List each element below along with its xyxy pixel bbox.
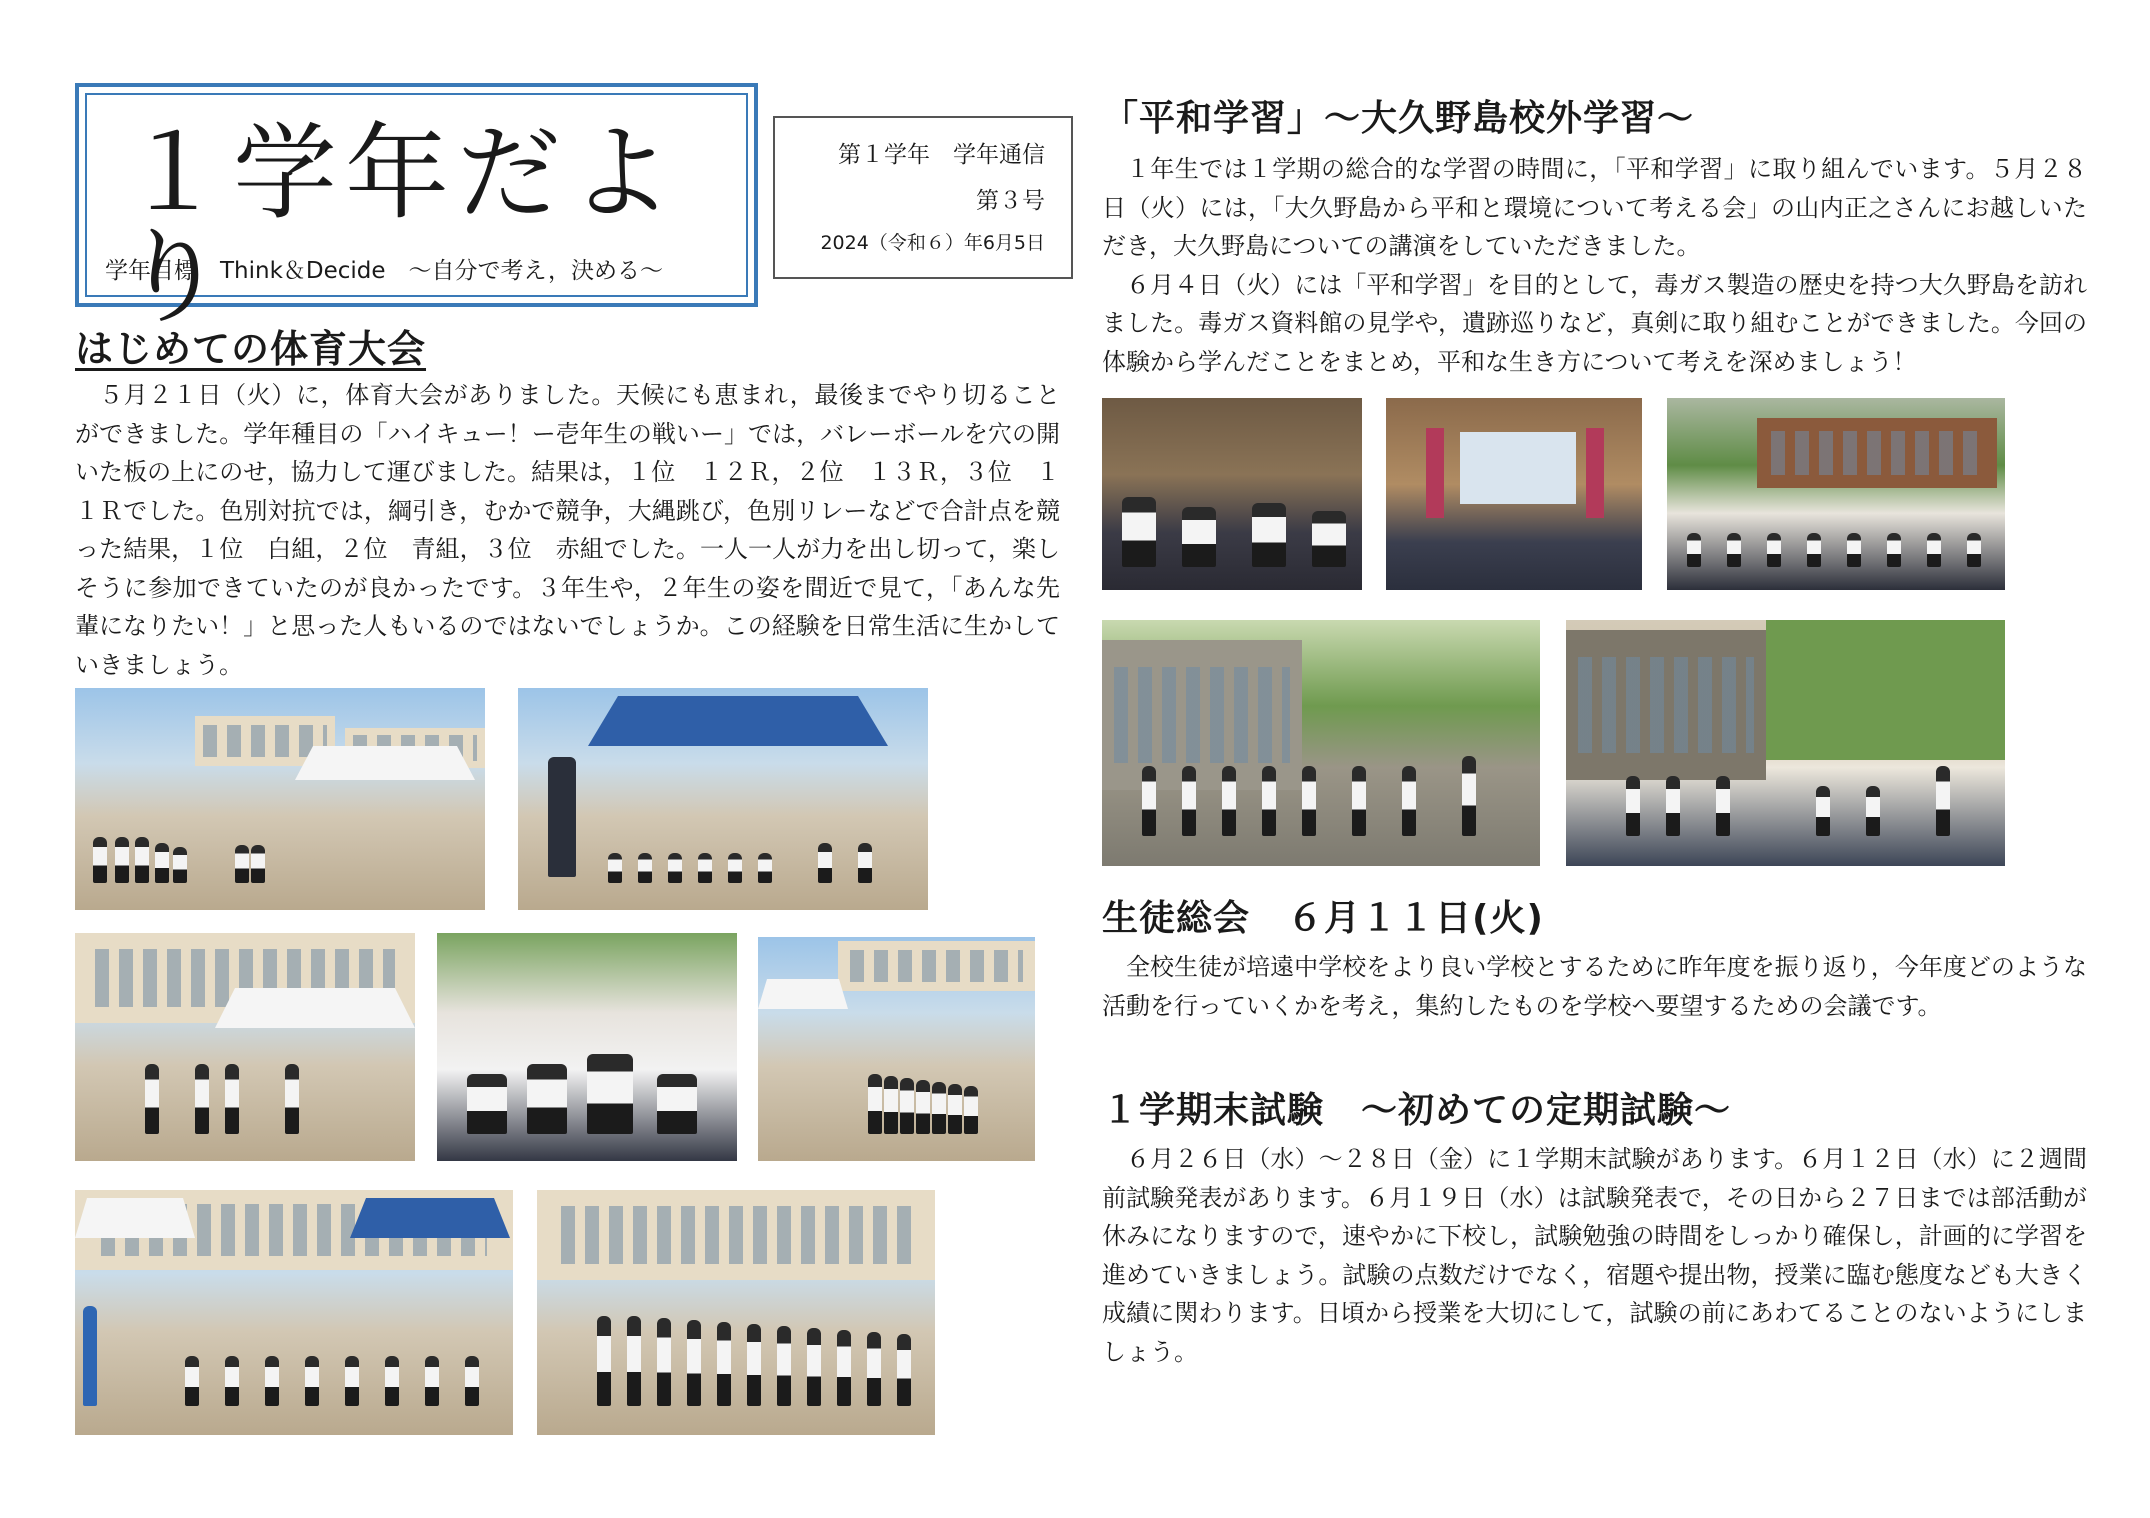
peace-study-text-1: １年生では１学期の総合的な学習の時間に，「平和学習」に取り組んでいます。５月２８日（火）には，「大久野島から平和と環境について考える会」の山内正之さんにお越しいただき，大久野島についての講演をしていただきました。 [1102, 155, 2087, 260]
issue-info-box [773, 116, 1073, 279]
exam-text: ６月２６日（水）～２８日（金）に１学期末試験があります。６月１２日（水）に２週間前試験発表があります。６月１９日（水）は試験発表で，その日から２７日までは部活動が休みになりますので，速やかに下校し，試験勉強の時間をしっかり確保し，計画的に学習を進めていきましょう。試験の点数だけでなく，宿題や提出物，授業に臨む態度なども大きく成績に関わります。日頃から授業を大切にして，試験の前にあわてることのないようにしましょう。 [1102, 1145, 2087, 1366]
peace-photo-ruins-2 [1566, 620, 2005, 866]
grade-goal: 学年目標 Think＆Decide ～自分で考え，決める～ [105, 258, 663, 284]
sports-day-article [75, 376, 1060, 684]
sports-photo-carry-relay [75, 933, 415, 1161]
sports-photo-students-smiling [437, 933, 737, 1161]
peace-study-heading: 「平和学習」～大久野島校外学習～ [1102, 98, 1695, 139]
sports-photo-team-flag [75, 1190, 513, 1435]
masthead-inner-border [85, 93, 748, 338]
sports-photo-line-up [537, 1190, 935, 1435]
issue-series: 第１学年 学年通信 [838, 142, 1045, 168]
page-title: １学年だより [121, 112, 682, 338]
exam-heading: １学期末試験 ～初めての定期試験～ [1102, 1090, 1732, 1131]
exam-article [1102, 1140, 2087, 1371]
masthead [75, 83, 758, 338]
sports-photo-field-lineup [75, 688, 485, 910]
peace-photo-classroom [1102, 398, 1362, 590]
student-council-text: 全校生徒が培遠中学校をより良い学校とするために昨年度を振り返り，今年度どのような活動を行っていくかを考え，集約したものを学校へ要望するための会議です。 [1102, 953, 2087, 1020]
issue-number: 第３号 [976, 188, 1045, 214]
peace-study-text-2: ６月４日（火）には「平和学習」を目的として，毒ガス製造の歴史を持つ大久野島を訪れました。毒ガス資料館の見学や，遺跡巡りなど，真剣に取り組むことができました。今回の体験から学んだことをまとめ，平和な生き方について考えを深めましょう！ [1102, 270, 2087, 376]
peace-photo-island-gathering [1667, 398, 2005, 590]
student-council-heading: 生徒総会 ６月１１日(火) [1102, 898, 1544, 939]
issue-date: 2024（令和６）年6月5日 [820, 232, 1045, 254]
sports-photo-centipede-race [758, 937, 1035, 1161]
peace-study-article [1102, 150, 2087, 381]
peace-photo-ruins-1 [1102, 620, 1540, 866]
sports-photo-blue-tent [518, 688, 928, 910]
sports-day-heading: はじめての体育大会 [75, 327, 427, 371]
student-council-article [1102, 948, 2087, 1025]
sports-day-text: ５月２１日（火）に，体育大会がありました。天候にも恵まれ，最後までやり切ることができました。学年種目の「ハイキュー！ー壱年生の戦いー」では，バレーボールを穴の開いた板の上にのせ，協力して運びました。結果は，１位 １２Ｒ，２位 １３Ｒ，３位 １１Ｒでした。色別対抗では，綱引き，むかで競争，大縄跳び，色別リレーなどで合計点を競った結果，１位 白組，２位 青組，３位 赤組でした。一人一人が力を出し切って，楽しそうに参加できていたのが良かったです。３年生や，２年生の姿を間近で見て，「あんな先輩になりたい！」と思った人もいるのではないでしょうか。この経験を日常生活に生かしていきましょう。 [75, 381, 1060, 679]
peace-photo-lecture-hall [1386, 398, 1642, 590]
